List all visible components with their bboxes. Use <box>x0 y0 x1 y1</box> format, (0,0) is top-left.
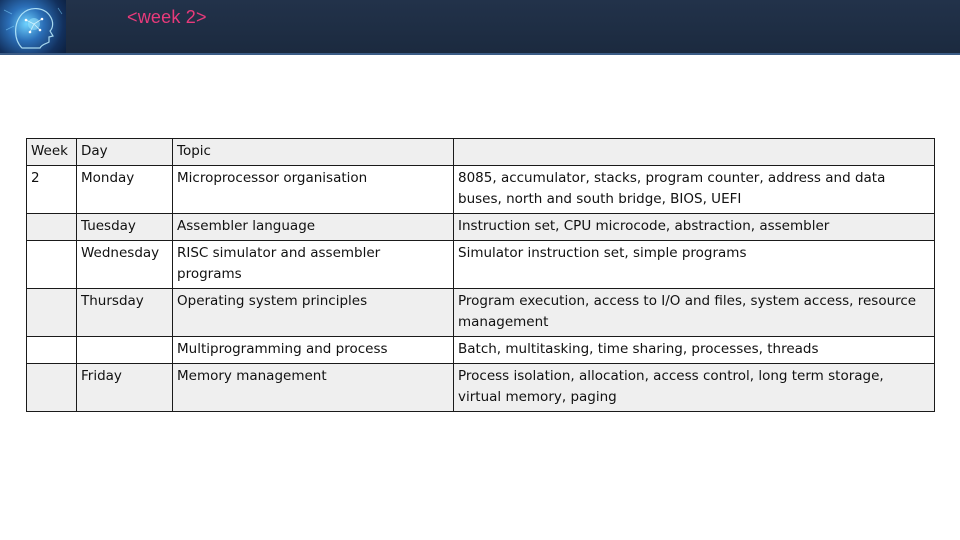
day-cell: Tuesday <box>77 214 173 241</box>
week-cell <box>27 337 77 364</box>
details-cell: 8085, accumulator, stacks, program counter, address and data buses, north and south bridge, BIOS, UEFI <box>454 166 935 214</box>
column-header-week: Week <box>27 139 77 166</box>
slide-header <box>0 0 960 55</box>
column-header-topic: Topic <box>173 139 454 166</box>
topic-cell: RISC simulator and assembler programs <box>173 241 454 289</box>
column-header-details <box>454 139 935 166</box>
topic-cell: Microprocessor organisation <box>173 166 454 214</box>
details-cell: Simulator instruction set, simple programs <box>454 241 935 289</box>
week-cell <box>27 241 77 289</box>
table-row <box>27 337 935 364</box>
details-cell: Process isolation, allocation, access control, long term storage, virtual memory, paging <box>454 364 935 412</box>
day-cell: Monday <box>77 166 173 214</box>
topic-cell: Operating system principles <box>173 289 454 337</box>
column-header-day: Day <box>77 139 173 166</box>
week-schedule-table <box>26 138 935 412</box>
table-row <box>27 241 935 289</box>
day-cell: Thursday <box>77 289 173 337</box>
topic-cell: Assembler language <box>173 214 454 241</box>
slide-title: <week 2> <box>127 7 207 27</box>
day-cell: Friday <box>77 364 173 412</box>
table-header-row <box>27 139 935 166</box>
week-cell <box>27 214 77 241</box>
topic-cell: Multiprogramming and process <box>173 337 454 364</box>
day-cell: Wednesday <box>77 241 173 289</box>
details-cell: Program execution, access to I/O and files, system access, resource management <box>454 289 935 337</box>
week-cell <box>27 289 77 337</box>
table-row <box>27 364 935 412</box>
table-row <box>27 289 935 337</box>
topic-cell: Memory management <box>173 364 454 412</box>
table-row <box>27 166 935 214</box>
week-cell: 2 <box>27 166 77 214</box>
table-row <box>27 214 935 241</box>
week-cell <box>27 364 77 412</box>
ai-head-icon <box>0 0 66 53</box>
details-cell: Instruction set, CPU microcode, abstraction, assembler <box>454 214 935 241</box>
details-cell: Batch, multitasking, time sharing, processes, threads <box>454 337 935 364</box>
day-cell <box>77 337 173 364</box>
